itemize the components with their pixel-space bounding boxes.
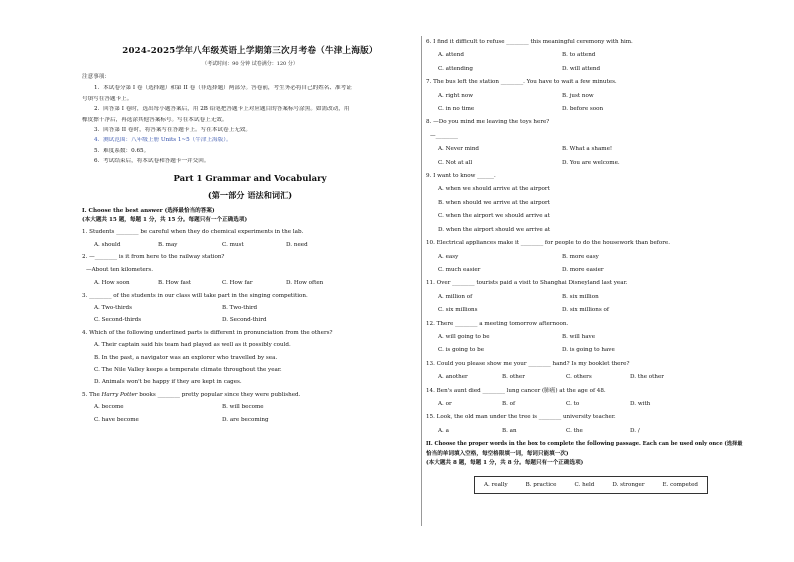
option-b[interactable]: B. will have: [562, 333, 596, 340]
question-stem: 14. Ben's aunt died ________ lung cancer (肺癌) at the age of 48.: [426, 387, 606, 394]
question-11: [426, 280, 716, 314]
option-a[interactable]: A. Never mind: [438, 146, 479, 153]
question-3: [82, 293, 418, 325]
question-stem: 12. There ________ a meeting tomorrow afternoon.: [426, 320, 569, 327]
option-c[interactable]: C. to: [566, 400, 580, 407]
option-a[interactable]: A. Two-thirds: [94, 304, 132, 311]
option-c[interactable]: C. attending: [438, 65, 473, 72]
options-row: [426, 294, 716, 301]
option-c[interactable]: C. much easier: [438, 266, 481, 273]
question-stem: 10. Electrical appliances make it ________ for people to do the housework than before.: [426, 240, 671, 247]
question-stem: 3. ________ of the students in our class will take part in the singing competition.: [82, 292, 308, 299]
options-row: [82, 317, 418, 324]
option-d[interactable]: D. Second-third: [222, 317, 267, 324]
option-d[interactable]: D. are becoming: [222, 416, 269, 423]
stem-pre: 5. The: [82, 391, 102, 398]
options-row: [426, 52, 716, 59]
note-line: 6．考试结束后，将本试卷和答题卡一并交回。: [94, 158, 210, 165]
question-8: [426, 119, 716, 167]
option-b[interactable]: B. What a shame!: [562, 146, 613, 153]
option-c[interactable]: C. have become: [94, 416, 139, 423]
part-title-cn: (第一部分 语法和词汇): [207, 189, 293, 200]
option-a[interactable]: A. or: [438, 400, 452, 407]
option-d[interactable]: D. How often: [286, 280, 324, 287]
option-d[interactable]: D. more easier: [562, 266, 604, 273]
option-d[interactable]: D. /: [630, 427, 640, 434]
option-a[interactable]: A. when we should arrive at the airport: [438, 186, 550, 193]
section1-rule: (本大题共 15 题，每题 1 分，共 15 分。每题只有一个正确选项): [82, 217, 248, 224]
word-option: D. stronger: [612, 482, 645, 489]
question-stem: 8. —Do you mind me leaving the toys here?: [426, 119, 550, 126]
option-b[interactable]: B. other: [502, 374, 525, 381]
options-row: [82, 417, 418, 424]
question-stem: 9. I want to know ______.: [426, 173, 496, 180]
note-line: 3．回答第 II 卷时，将答案写在答题卡上。写在本试卷上无效。: [94, 127, 251, 134]
option-d[interactable]: D. is going to have: [562, 347, 615, 354]
question-7: [426, 79, 716, 113]
option-b[interactable]: B. to attend: [562, 52, 596, 59]
option-d[interactable]: D. with: [630, 400, 651, 407]
option-c[interactable]: C. in no time: [438, 106, 475, 113]
question-stem: 2. —________ is it from here to the railway station?: [82, 254, 225, 261]
option-b[interactable]: B. more easy: [562, 253, 599, 260]
option-b[interactable]: B. just now: [562, 92, 594, 99]
column-divider: [421, 36, 422, 526]
option-c[interactable]: C. the: [566, 427, 583, 434]
option-b[interactable]: B. six million: [562, 293, 599, 300]
option-d[interactable]: D. before soon: [562, 106, 604, 113]
option-c[interactable]: C. when the airport we should arrive at: [438, 213, 550, 220]
option-b[interactable]: B. will become: [222, 404, 264, 411]
option-b[interactable]: B. may: [158, 241, 178, 248]
section2-heading-cont: 恰当的单词填入空格，每空格限填一词，每词只能填一次): [426, 450, 569, 457]
options-row: [82, 305, 418, 312]
options-row: [426, 93, 716, 100]
question-6: [426, 39, 716, 73]
option-a[interactable]: A. easy: [438, 253, 459, 260]
option-b[interactable]: B. of: [502, 400, 516, 407]
word-box: [474, 476, 708, 494]
question-stem: 1. Students ________ be careful when they do chemical experiments in the lab.: [82, 229, 304, 236]
option-b[interactable]: B. an: [502, 427, 517, 434]
option-b[interactable]: B. In the past, a navigator was an explorer who travelled by sea.: [94, 354, 278, 361]
options-row: [426, 66, 716, 73]
notes-heading: 注意事项：: [82, 74, 110, 80]
right-column: [426, 36, 743, 494]
question-stem: 13. Could you please show me your ________ hand? Is my booklet there?: [426, 360, 630, 367]
section2-heading: II. Choose the proper words in the box to complete the following passage. Each can be used only once (选择最: [426, 441, 743, 448]
options-row: [82, 280, 418, 287]
question-10: [426, 240, 716, 274]
option-d[interactable]: D. need: [286, 241, 308, 248]
left-column: [82, 36, 418, 424]
options-row: [426, 401, 716, 408]
option-c[interactable]: C. others: [566, 374, 592, 381]
option-d[interactable]: D. six millions of: [562, 307, 609, 314]
word-option: E. competed: [662, 482, 698, 489]
word-option: C. held: [574, 482, 595, 489]
question-stem: 6. I find it difficult to refuse ________ this meaningful ceremony with him.: [426, 39, 633, 45]
exam-subtitle: （考试时间：90 分钟 试卷满分：120 分）: [202, 61, 298, 67]
option-a[interactable]: A. will going to be: [438, 333, 490, 340]
word-option: B. practice: [525, 482, 557, 489]
book-title: Harry Potter: [101, 391, 138, 398]
question-9: [426, 173, 716, 234]
option-c[interactable]: C. The Nile Valley keeps a temperate climate throughout the year.: [94, 366, 282, 373]
question-15: [426, 414, 716, 435]
option-a[interactable]: A. Their captain said his team had played as well as it possibly could.: [94, 342, 291, 349]
options-row: [426, 254, 716, 261]
option-d[interactable]: D. will attend: [562, 65, 601, 72]
option-a[interactable]: A. a: [438, 427, 449, 434]
question-stem: 7. The bus left the station ________. You have to wait a few minutes.: [426, 79, 617, 86]
note-line-scope: 4．测试范围：八年级上册 Units 1~5（牛津上海版）。: [94, 137, 232, 144]
option-a[interactable]: A. attend: [438, 52, 464, 59]
option-c[interactable]: C. six millions: [438, 307, 478, 314]
option-c[interactable]: C. How far: [222, 280, 253, 287]
option-a[interactable]: A. million of: [438, 293, 473, 300]
option-a[interactable]: A. should: [94, 241, 121, 248]
word-option: A. really: [483, 482, 508, 489]
note-line: 2．回答第 I 卷时，选出每小题答案后，用 2B 铅笔把答题卡上对应题目的答案标号涂黑。如需改动，用: [94, 106, 350, 113]
options-row: [426, 267, 716, 274]
question-stem: 11. Over ________ tourists paid a visit to Shanghai Disneyland last year.: [426, 280, 628, 287]
option-b[interactable]: B. when should we arrive at the airport: [438, 199, 550, 206]
options-row: [426, 160, 716, 167]
option-a[interactable]: A. right now: [438, 92, 474, 99]
part-title: Part 1 Grammar and Vocabulary: [173, 173, 327, 184]
option-a[interactable]: A. another: [438, 374, 468, 381]
option-b[interactable]: B. How fast: [158, 280, 192, 287]
options-row: [82, 404, 418, 411]
option-a[interactable]: A. How soon: [94, 280, 130, 287]
question-12: [426, 321, 716, 355]
section2-rule: (本大题共 8 题，每题 1 分，共 8 分。每题只有一个正确选项): [426, 460, 584, 466]
question-reply: —About ten kilometers.: [86, 266, 153, 273]
option-c[interactable]: C. must: [222, 241, 244, 248]
options-row: [426, 347, 716, 354]
question-stem: 15. Look, the old man under the tree is ________ university teacher.: [426, 414, 616, 421]
option-d[interactable]: D. when the airport should we arrive at: [438, 226, 551, 233]
question-stem: [82, 392, 418, 399]
option-a[interactable]: A. become: [94, 404, 124, 411]
question-5: [82, 392, 418, 424]
question-2: [82, 254, 418, 287]
question-4: [82, 330, 418, 387]
options-row: [426, 374, 716, 381]
option-d[interactable]: D. You are welcome.: [562, 159, 620, 166]
exam-title: 2024-2025学年八年级英语上学期第三次月考卷（牛津上海版）: [122, 46, 378, 56]
question-14: [426, 388, 716, 409]
note-line: 5．难度系数：0.65。: [94, 147, 150, 154]
option-c[interactable]: C. Second-thirds: [94, 317, 142, 324]
options-row: [426, 146, 716, 153]
options-row: [426, 106, 716, 113]
option-b[interactable]: B. Two-third: [222, 304, 258, 311]
option-d[interactable]: D. Animals won't be happy if they are kept in cages.: [94, 379, 242, 386]
option-c[interactable]: C. is going to be: [438, 347, 485, 354]
question-stem: 4. Which of the following underlined parts is different in pronunciation from the others?: [82, 329, 333, 336]
note-line: 1．本试卷分第 I 卷（选择题）和第 II 卷（非选择题）两部分。答卷前，考生务必将自己的姓名、准考证: [94, 85, 352, 92]
stem-post: books ________ pretty popular since they were published.: [137, 391, 301, 398]
notes-list: [82, 85, 418, 165]
options-row: [426, 307, 716, 314]
options-row: [426, 334, 716, 341]
option-d[interactable]: D. the other: [630, 374, 664, 381]
option-c[interactable]: C. Not at all: [438, 159, 473, 166]
options-row: [82, 242, 418, 249]
question-reply: —________: [430, 132, 458, 139]
options-row: [426, 428, 716, 435]
question-13: [426, 361, 716, 382]
note-line: 橡皮擦干净后，再选涂其他答案标号。写在本试卷上无效。: [82, 116, 228, 123]
section1-heading: I. Choose the best answer (选择最恰当的答案): [82, 207, 215, 214]
note-line: 号填写在答题卡上。: [82, 95, 133, 102]
question-1: [82, 229, 418, 249]
